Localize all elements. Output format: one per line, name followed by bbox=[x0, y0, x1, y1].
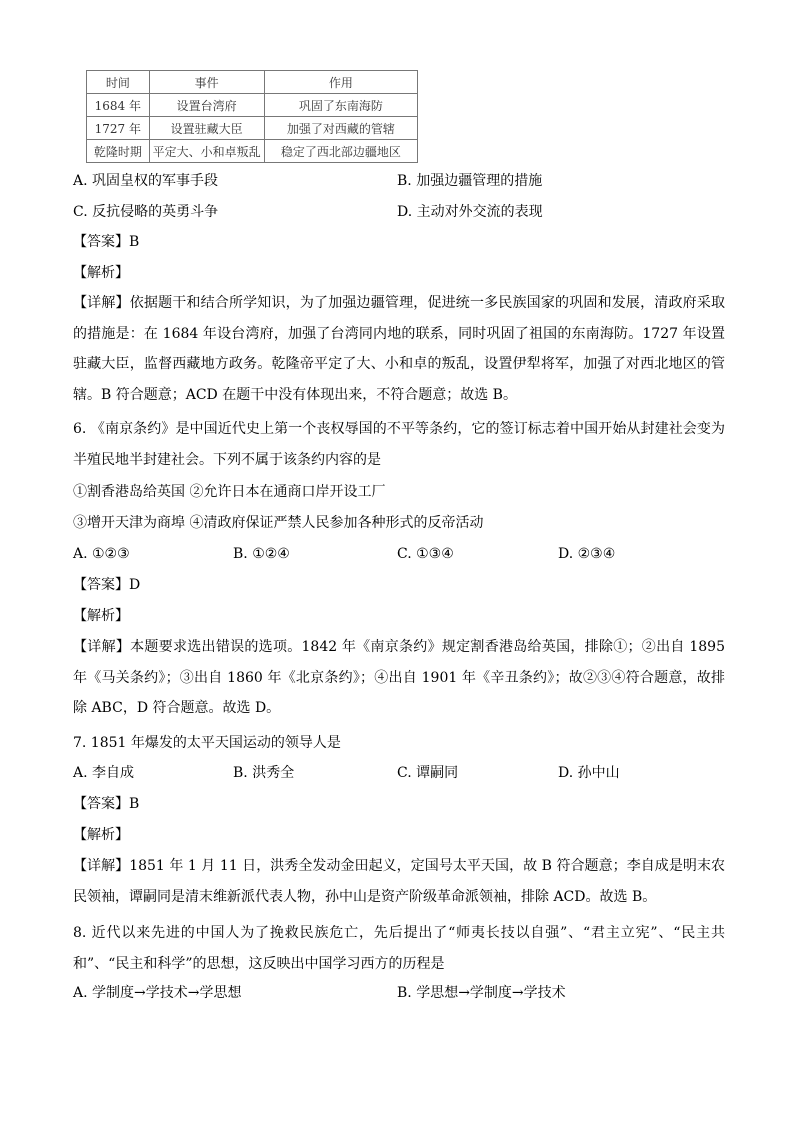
q5-option-d: D. 主动对外交流的表现 bbox=[397, 204, 543, 220]
q6-option-a: A. ①②③ bbox=[73, 546, 130, 562]
q6-stem: 6. 《南京条约》是中国近代史上第一个丧权辱国的不平等条约，它的签订标志着中国开始从封建社会变为半殖民地半封建社会。下列不属于该条约内容的是 bbox=[73, 421, 725, 468]
table-cell: 稳定了西北部边疆地区 bbox=[264, 140, 417, 163]
q5-answer: 【答案】B bbox=[73, 234, 140, 250]
table-header-cell: 作用 bbox=[264, 71, 417, 94]
q8-option-a: A. 学制度→学技术→学思想 bbox=[73, 985, 242, 1001]
q7-option-c: C. 谭嗣同 bbox=[397, 765, 459, 781]
q8-stem: 8. 近代以来先进的中国人为了挽救民族危亡，先后提出了“师夷长技以自强”、“君主立宪”、“民主共和”、“民主和科学”的思想，这反映出中国学习西方的历程是 bbox=[73, 925, 725, 972]
q6-answer: 【答案】D bbox=[73, 577, 141, 593]
q6-option-d: D. ②③④ bbox=[558, 546, 616, 562]
q6-option-c: C. ①③④ bbox=[397, 546, 454, 562]
q5-option-b: B. 加强边疆管理的措施 bbox=[397, 173, 543, 189]
table-row bbox=[87, 117, 418, 140]
table-header-cell: 时间 bbox=[87, 71, 150, 94]
table-cell: 巩固了东南海防 bbox=[264, 94, 417, 117]
q5-option-c: C. 反抗侵略的英勇斗争 bbox=[73, 204, 219, 220]
table-header-row bbox=[87, 71, 418, 94]
q6-option-b: B. ①②④ bbox=[233, 546, 290, 562]
q6-analysis-label: 【解析】 bbox=[73, 608, 129, 624]
q7-option-a: A. 李自成 bbox=[73, 765, 135, 781]
table-header-cell: 事件 bbox=[149, 71, 264, 94]
q5-option-a: A. 巩固皇权的军事手段 bbox=[73, 173, 219, 189]
table-cell: 1727 年 bbox=[87, 117, 150, 140]
table-cell: 乾隆时期 bbox=[87, 140, 150, 163]
table-row bbox=[87, 140, 418, 163]
q5-analysis-label: 【解析】 bbox=[73, 265, 129, 281]
table-row bbox=[87, 94, 418, 117]
q6-detail: 【详解】本题要求选出错误的选项。1842 年《南京条约》规定割香港岛给英国，排除①；②出自 1895 年《马关条约》；③出自 1860 年《北京条约》；④出自 1901 年《辛丑条约》；故②③④符合题意，故排除 ABC，D 符合题意。故选 D。 bbox=[73, 639, 725, 716]
q5-event-table bbox=[86, 70, 418, 163]
table-cell: 1684 年 bbox=[87, 94, 150, 117]
q5-detail: 【详解】依据题干和结合所学知识，为了加强边疆管理，促进统一多民族国家的巩固和发展，清政府采取的措施是：在 1684 年设台湾府，加强了台湾同内地的联系，同时巩固了祖国的东南海防。1727 年设置驻藏大臣，监督西藏地方政务。乾隆帝平定了大、小和卓的叛乱，设置伊犁将军，加强了对西北地区的管辖。B 符合题意；ACD 在题干中没有体现出来，不符合题意；故选 B。 bbox=[73, 295, 725, 403]
q7-option-b: B. 洪秀全 bbox=[233, 765, 295, 781]
table-cell: 设置驻藏大臣 bbox=[149, 117, 264, 140]
table-cell: 平定大、小和卓叛乱 bbox=[149, 140, 264, 163]
q6-items-line1: ①割香港岛给英国 ②允许日本在通商口岸开设工厂 bbox=[73, 484, 386, 500]
table-cell: 设置台湾府 bbox=[149, 94, 264, 117]
q7-detail: 【详解】1851 年 1 月 11 日，洪秀全发动金田起义，定国号太平天国，故 B 符合题意；李自成是明末农民领袖，谭嗣同是清末维新派代表人物，孙中山是资产阶级革命派领袖，排除 ACD。故选 B。 bbox=[73, 858, 725, 905]
table-cell: 加强了对西藏的管辖 bbox=[264, 117, 417, 140]
q7-option-d: D. 孙中山 bbox=[558, 765, 620, 781]
q8-option-b: B. 学思想→学制度→学技术 bbox=[397, 985, 566, 1001]
q6-items-line2: ③增开天津为商埠 ④清政府保证严禁人民参加各种形式的反帝活动 bbox=[73, 515, 484, 531]
q7-analysis-label: 【解析】 bbox=[73, 827, 129, 843]
q7-stem: 7. 1851 年爆发的太平天国运动的领导人是 bbox=[73, 735, 341, 751]
q7-answer: 【答案】B bbox=[73, 796, 140, 812]
